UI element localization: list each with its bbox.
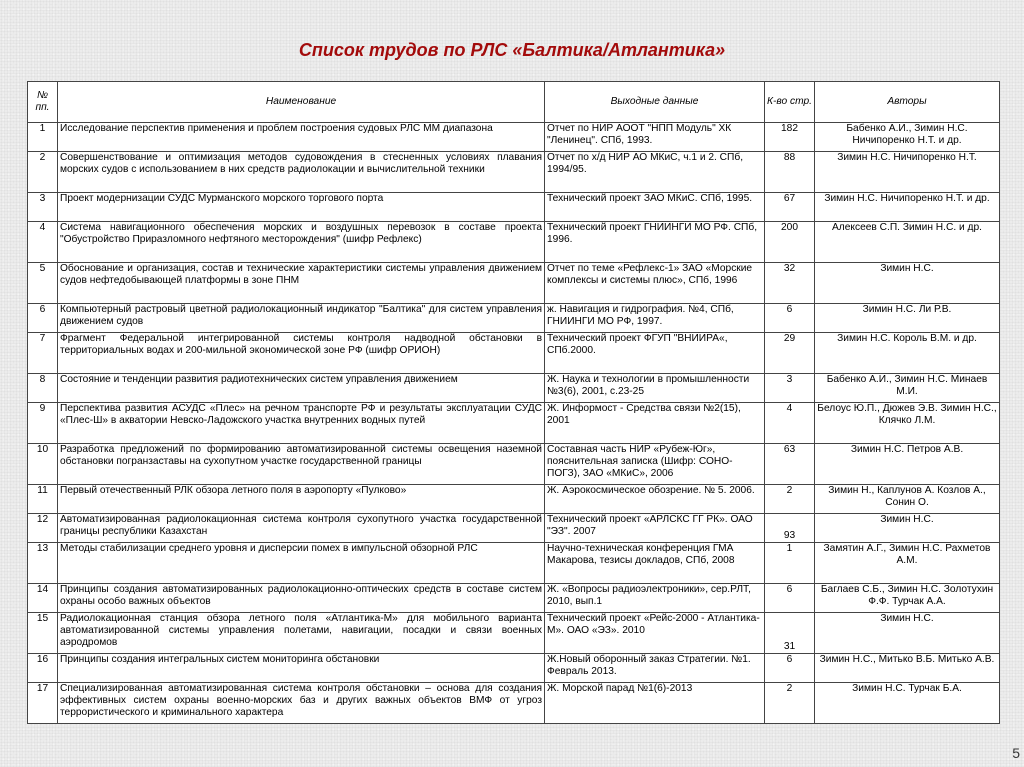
page-title: Список трудов по РЛС «Балтика/Атлантика» <box>298 40 726 60</box>
row-output: Ж. Информост - Средства связи №2(15), 2001 <box>545 403 765 444</box>
row-output: Технический проект ЗАО МКиС. СПб, 1995. <box>545 193 765 222</box>
row-pages: 200 <box>765 222 815 263</box>
row-num: 16 <box>28 654 58 683</box>
row-num: 5 <box>28 263 58 304</box>
table-row <box>28 193 1000 222</box>
page-number: 5 <box>1012 745 1020 761</box>
row-authors: Замятин А.Г., Зимин Н.С. Рахметов А.М. <box>815 543 1000 584</box>
table-row <box>28 444 1000 485</box>
table-row <box>28 333 1000 374</box>
publications-table <box>27 81 1000 724</box>
row-output: Научно-техническая конференция ГМА Макарова, тезисы докладов, СПб, 2008 <box>545 543 765 584</box>
row-output: Технический проект «Рейс-2000 - Атлантика-М». ОАО «ЭЗ». 2010 <box>545 613 765 654</box>
row-pages: 2 <box>765 683 815 724</box>
row-num: 11 <box>28 485 58 514</box>
header-name: Наименование <box>58 82 545 123</box>
row-name: Исследование перспектив применения и проблем построения судовых РЛС ММ диапазона <box>58 123 545 152</box>
table-row <box>28 222 1000 263</box>
row-output: Ж. Аэрокосмическое обозрение. № 5. 2006. <box>545 485 765 514</box>
row-num: 4 <box>28 222 58 263</box>
row-num: 9 <box>28 403 58 444</box>
row-pages: 88 <box>765 152 815 193</box>
row-output: Технический проект ФГУП "ВНИИРА«, СПб.2000. <box>545 333 765 374</box>
header-pages: К-во стр. <box>765 82 815 123</box>
row-name: Обоснование и организация, состав и технические характеристики системы управления движением судов нефтедобывающей платформы в зоне ПНМ <box>58 263 545 304</box>
row-name: Состояние и тенденции развития радиотехнических систем управления движением <box>58 374 545 403</box>
row-authors: Зимин Н.С. <box>815 514 1000 543</box>
table-row <box>28 543 1000 584</box>
table-row <box>28 683 1000 724</box>
row-output: Отчет по х/д НИР АО МКиС, ч.1 и 2. СПб, 1994/95. <box>545 152 765 193</box>
table-row <box>28 613 1000 654</box>
table-row <box>28 654 1000 683</box>
row-num: 17 <box>28 683 58 724</box>
row-name: Специализированная автоматизированная система контроля обстановки – основа для создания эффективных систем охраны военно-морских баз и других важных объектов ВМФ от угроз террористического и криминального характера <box>58 683 545 724</box>
publications-table-container <box>27 81 999 724</box>
table-row <box>28 374 1000 403</box>
row-authors: Зимин Н., Каплунов А. Козлов А., Сонин О. <box>815 485 1000 514</box>
row-name: Фрагмент Федеральной интегрированной системы контроля надводной обстановки в территориальных водах и 200-мильной экономической зоне РФ (шифр ОРИОН) <box>58 333 545 374</box>
header-authors: Авторы <box>815 82 1000 123</box>
row-pages: 31 <box>765 613 815 654</box>
row-num: 3 <box>28 193 58 222</box>
row-authors: Зимин Н.С., Митько В.Б. Митько А.В. <box>815 654 1000 683</box>
row-authors: Зимин Н.С. Ли Р.В. <box>815 304 1000 333</box>
row-authors: Зимин Н.С. Ничипоренко Н.Т. и др. <box>815 193 1000 222</box>
table-row <box>28 584 1000 613</box>
row-name: Принципы создания автоматизированных радиолокационно-оптических средств в составе систем охраны особо важных объектов <box>58 584 545 613</box>
row-authors: Баглаев С.Б., Зимин Н.С. Золотухин Ф.Ф. Турчак А.А. <box>815 584 1000 613</box>
row-authors: Бабенко А.И., Зимин Н.С. Ничипоренко Н.Т. и др. <box>815 123 1000 152</box>
row-name: Радиолокационная станция обзора летного поля «Атлантика-М» для мобильного варианта автоматизированной системы управления полетами, навигации, посадки и связи военных аэродромов <box>58 613 545 654</box>
table-row <box>28 514 1000 543</box>
row-pages: 6 <box>765 584 815 613</box>
row-num: 7 <box>28 333 58 374</box>
row-name: Первый отечественный РЛК обзора летного поля в аэропорту «Пулково» <box>58 485 545 514</box>
row-authors: Бабенко А.И., Зимин Н.С. Минаев М.И. <box>815 374 1000 403</box>
row-output: Технический проект «АРЛСКС ГГ РК». ОАО "ЭЗ". 2007 <box>545 514 765 543</box>
row-authors: Зимин Н.С. <box>815 613 1000 654</box>
row-num: 8 <box>28 374 58 403</box>
row-pages: 32 <box>765 263 815 304</box>
row-name: Проект модернизации СУДС Мурманского морского торгового порта <box>58 193 545 222</box>
row-authors: Зимин Н.С. Король В.М. и др. <box>815 333 1000 374</box>
row-pages: 182 <box>765 123 815 152</box>
row-pages: 6 <box>765 304 815 333</box>
row-pages: 63 <box>765 444 815 485</box>
row-pages: 29 <box>765 333 815 374</box>
row-output: Технический проект ГНИИНГИ МО РФ. СПб, 1996. <box>545 222 765 263</box>
header-output: Выходные данные <box>545 82 765 123</box>
row-output: Отчет по НИР АООТ "НПП Модуль" ХК "Ленинец". СПб, 1993. <box>545 123 765 152</box>
row-num: 6 <box>28 304 58 333</box>
row-name: Автоматизированная радиолокационная система контроля сухопутного участка государственной границы республики Казахстан <box>58 514 545 543</box>
table-body <box>28 123 1000 724</box>
row-authors: Зимин Н.С. Ничипоренко Н.Т. <box>815 152 1000 193</box>
row-name: Принципы создания интегральных систем мониторинга обстановки <box>58 654 545 683</box>
row-num: 15 <box>28 613 58 654</box>
table-header-row <box>28 82 1000 123</box>
table-row <box>28 263 1000 304</box>
table-row <box>28 304 1000 333</box>
row-authors: Зимин Н.С. Петров А.В. <box>815 444 1000 485</box>
row-name: Разработка предложений по формированию автоматизированной системы освещения наземной обстановки погранзаставы на сухопутном участке государственной границы <box>58 444 545 485</box>
row-output: Отчет по теме «Рефлекс-1» ЗАО «Морские комплексы и системы плюс», СПб, 1996 <box>545 263 765 304</box>
row-name: Система навигационного обеспечения морских и воздушных перевозок в составе проекта "Обустройство Приразломного нефтяного месторождения" (шифр Рефлекс) <box>58 222 545 263</box>
row-pages: 3 <box>765 374 815 403</box>
table-row <box>28 152 1000 193</box>
row-num: 1 <box>28 123 58 152</box>
header-num: № пп. <box>28 82 58 123</box>
row-num: 2 <box>28 152 58 193</box>
row-authors: Алексеев С.П. Зимин Н.С. и др. <box>815 222 1000 263</box>
row-num: 10 <box>28 444 58 485</box>
row-output: Ж. Наука и технологии в промышленности №3(6), 2001, с.23-25 <box>545 374 765 403</box>
row-authors: Белоус Ю.П., Дюжев Э.В. Зимин Н.С., Клячко Л.М. <box>815 403 1000 444</box>
row-num: 13 <box>28 543 58 584</box>
row-authors: Зимин Н.С. Турчак Б.А. <box>815 683 1000 724</box>
row-authors: Зимин Н.С. <box>815 263 1000 304</box>
row-name: Перспектива развития АСУДС «Плес» на речном транспорте РФ и результаты эксплуатации СУДС «Плес-Ш» в акватории Невско-Ладожского участка внутренних водных путей <box>58 403 545 444</box>
row-pages: 93 <box>765 514 815 543</box>
row-output: Составная часть НИР «Рубеж-Юг», пояснительная записка (Шифр: СОНО-ПОГЗ), ЗАО «МКиС», 2006 <box>545 444 765 485</box>
row-name: Совершенствование и оптимизация методов судовождения в стесненных условиях плавания морских судов с использованием в них средств радиолокации и вычислительной техники <box>58 152 545 193</box>
row-pages: 1 <box>765 543 815 584</box>
row-output: ж. Навигация и гидрография. №4, СПб, ГНИИНГИ МО РФ, 1997. <box>545 304 765 333</box>
row-pages: 6 <box>765 654 815 683</box>
row-num: 14 <box>28 584 58 613</box>
table-row <box>28 123 1000 152</box>
row-name: Методы стабилизации среднего уровня и дисперсии помех в импульсной обзорной РЛС <box>58 543 545 584</box>
row-output: Ж.Новый оборонный заказ Стратегии. №1. Февраль 2013. <box>545 654 765 683</box>
row-num: 12 <box>28 514 58 543</box>
row-pages: 67 <box>765 193 815 222</box>
row-pages: 4 <box>765 403 815 444</box>
table-row <box>28 403 1000 444</box>
row-output: Ж. Морской парад №1(6)-2013 <box>545 683 765 724</box>
row-name: Компьютерный растровый цветной радиолокационный индикатор "Балтика" для систем управления движением судов <box>58 304 545 333</box>
row-output: Ж. «Вопросы радиоэлектроники», сер.РЛТ, 2010, вып.1 <box>545 584 765 613</box>
row-pages: 2 <box>765 485 815 514</box>
table-row <box>28 485 1000 514</box>
